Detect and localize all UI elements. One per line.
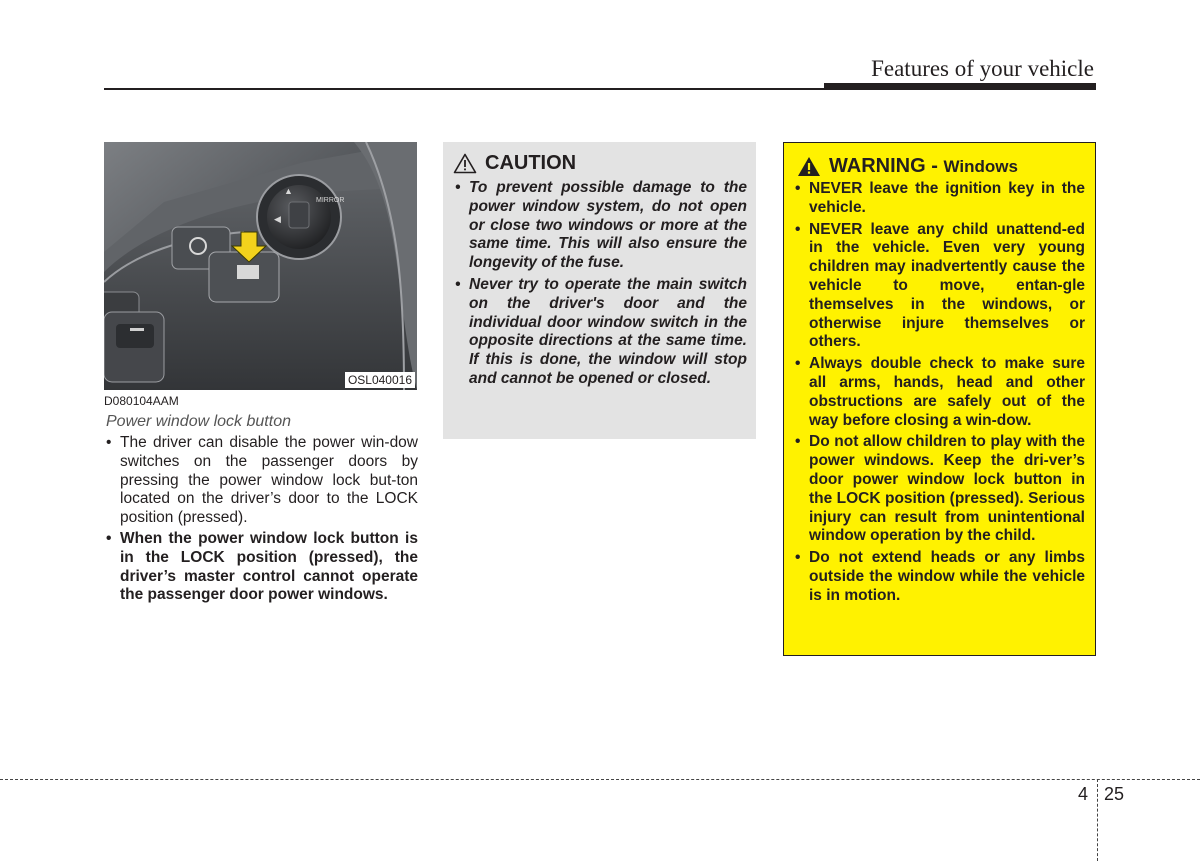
svg-text:◀: ◀ xyxy=(274,214,281,224)
caution-box xyxy=(443,142,756,439)
list-item: • Do not extend heads or any limbs outside the window while the vehicle is in motion. xyxy=(793,549,1085,605)
list-item: • NEVER leave the ignition key in the vehicle. xyxy=(793,180,1085,218)
svg-text:▲: ▲ xyxy=(284,186,293,196)
warning-box xyxy=(783,142,1096,656)
warning-subtitle: Windows xyxy=(943,156,1018,176)
list-item: • Always double check to make sure all arms, hands, head and other obstructions are safely out of the way before closing a win-dow. xyxy=(793,355,1085,430)
document-code: D080104AAM xyxy=(104,394,179,408)
caution-heading xyxy=(453,152,747,175)
footer-dashed-rule xyxy=(0,779,1200,780)
warning-heading xyxy=(797,155,1085,178)
warning-triangle-icon xyxy=(797,156,821,177)
header-rule xyxy=(104,88,824,90)
page-header-title: Features of your vehicle xyxy=(871,56,1094,81)
list-item: • The driver can disable the power win-dow switches on the passenger doors by pressing the power window lock but-ton located on the driver’s door to the LOCK position (pressed). xyxy=(104,434,418,528)
list-item: • NEVER leave any child unattend-ed in the vehicle. Even very young children may inadvertently cause the vehicle to move, entan-gle themselves in the windows, or otherwise injure themselves or others. xyxy=(793,221,1085,353)
list-item: • Never try to operate the main switch on the driver's door and the individual door window switch in the opposite directions at the same time. If this is done, the window will stop and cannot be opened or closed. xyxy=(453,276,747,389)
photo-code: OSL040016 xyxy=(345,372,415,388)
footer-dashed-divider xyxy=(1097,779,1098,861)
left-column xyxy=(104,394,418,607)
warning-title: WARNING - xyxy=(829,155,938,177)
list-item: • To prevent possible damage to the power window system, do not open or close two windows or more at the same time. This will also ensure the longevity of the fuse. xyxy=(453,179,747,273)
chapter-number: 4 xyxy=(1078,784,1089,804)
power-window-switch-photo xyxy=(104,142,417,390)
caution-bullet-list xyxy=(453,179,747,389)
warning-bullet-list xyxy=(793,180,1085,606)
list-item: • When the power window lock button is in the LOCK position (pressed), the driver’s master control cannot operate the passenger door power windows. xyxy=(104,530,418,605)
list-item: • Do not allow children to play with the power windows. Keep the dri-ver’s door power window lock button in the LOCK position (pressed). Serious injury can result from unintentional window operation by the child. xyxy=(793,433,1085,546)
section-subheading: Power window lock button xyxy=(106,413,291,430)
left-bullet-list xyxy=(104,434,418,605)
svg-text:MIRROR: MIRROR xyxy=(316,197,345,204)
header-rule-accent xyxy=(824,83,1096,90)
caution-triangle-icon xyxy=(453,153,477,174)
caution-title: CAUTION xyxy=(485,152,577,174)
page-number: 25 xyxy=(1104,784,1125,804)
